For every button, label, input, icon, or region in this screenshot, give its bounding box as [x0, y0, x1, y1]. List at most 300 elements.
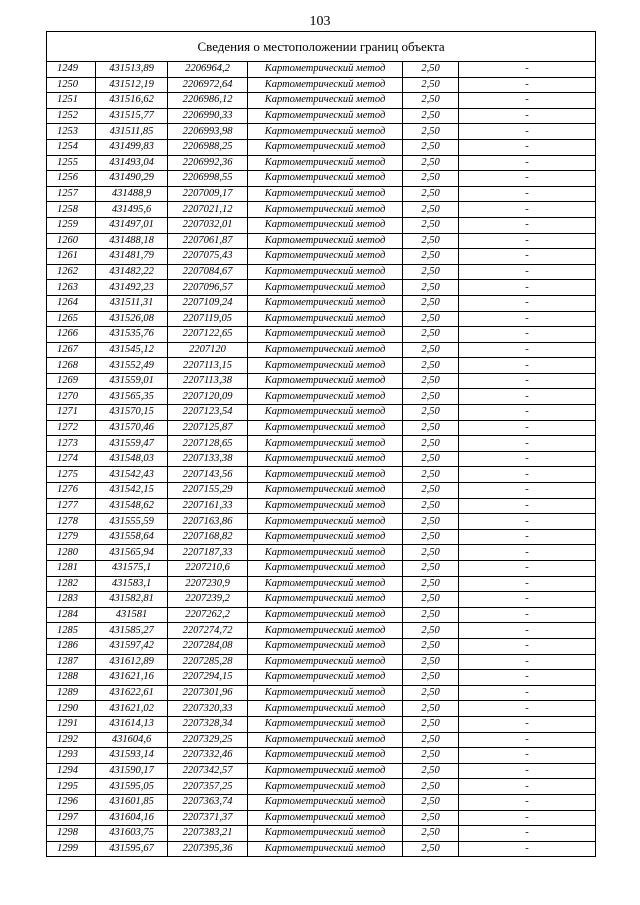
- table-title-row: [47, 32, 596, 62]
- table-row: [47, 108, 596, 124]
- point-number-cell: 1270: [47, 389, 96, 405]
- x-coordinate-cell: 431481,79: [96, 249, 168, 265]
- method-cell: Картометрический метод: [248, 732, 403, 748]
- page-number: 103: [309, 14, 331, 29]
- table-row: [47, 654, 596, 670]
- point-number-cell: 1293: [47, 748, 96, 764]
- table-row: [47, 467, 596, 483]
- accuracy-cell: 2,50: [403, 467, 459, 483]
- method-cell: Картометрический метод: [248, 498, 403, 514]
- description-cell: -: [459, 280, 596, 296]
- accuracy-cell: 2,50: [403, 62, 459, 78]
- table-row: [47, 295, 596, 311]
- point-number-cell: 1253: [47, 124, 96, 140]
- x-coordinate-cell: 431515,77: [96, 108, 168, 124]
- description-cell: -: [459, 529, 596, 545]
- accuracy-cell: 2,50: [403, 685, 459, 701]
- x-coordinate-cell: 431593,14: [96, 748, 168, 764]
- y-coordinate-cell: 2207061,87: [168, 233, 248, 249]
- method-cell: Картометрический метод: [248, 638, 403, 654]
- point-number-cell: 1295: [47, 779, 96, 795]
- method-cell: Картометрический метод: [248, 701, 403, 717]
- table-body: [47, 62, 596, 857]
- accuracy-cell: 2,50: [403, 794, 459, 810]
- accuracy-cell: 2,50: [403, 732, 459, 748]
- method-cell: Картометрический метод: [248, 217, 403, 233]
- description-cell: -: [459, 295, 596, 311]
- y-coordinate-cell: 2207119,05: [168, 311, 248, 327]
- accuracy-cell: 2,50: [403, 592, 459, 608]
- method-cell: Картометрический метод: [248, 685, 403, 701]
- x-coordinate-cell: 431601,85: [96, 794, 168, 810]
- y-coordinate-cell: 2207113,38: [168, 373, 248, 389]
- table-row: [47, 529, 596, 545]
- accuracy-cell: 2,50: [403, 607, 459, 623]
- table-row: [47, 545, 596, 561]
- x-coordinate-cell: 431595,05: [96, 779, 168, 795]
- y-coordinate-cell: 2207274,72: [168, 623, 248, 639]
- x-coordinate-cell: 431488,9: [96, 186, 168, 202]
- x-coordinate-cell: 431545,12: [96, 342, 168, 358]
- table-row: [47, 139, 596, 155]
- method-cell: Картометрический метод: [248, 405, 403, 421]
- y-coordinate-cell: 2206972,64: [168, 77, 248, 93]
- description-cell: -: [459, 467, 596, 483]
- description-cell: -: [459, 545, 596, 561]
- description-cell: -: [459, 763, 596, 779]
- point-number-cell: 1263: [47, 280, 96, 296]
- accuracy-cell: 2,50: [403, 77, 459, 93]
- y-coordinate-cell: 2206998,55: [168, 171, 248, 187]
- point-number-cell: 1281: [47, 561, 96, 577]
- accuracy-cell: 2,50: [403, 576, 459, 592]
- x-coordinate-cell: 431552,49: [96, 358, 168, 374]
- table-row: [47, 732, 596, 748]
- accuracy-cell: 2,50: [403, 311, 459, 327]
- point-number-cell: 1250: [47, 77, 96, 93]
- table-row: [47, 327, 596, 343]
- table-title: Сведения о местоположении границ объекта: [47, 32, 596, 62]
- point-number-cell: 1291: [47, 716, 96, 732]
- accuracy-cell: 2,50: [403, 389, 459, 405]
- accuracy-cell: 2,50: [403, 405, 459, 421]
- method-cell: Картометрический метод: [248, 62, 403, 78]
- table-row: [47, 311, 596, 327]
- method-cell: Картометрический метод: [248, 716, 403, 732]
- point-number-cell: 1283: [47, 592, 96, 608]
- table-row: [47, 420, 596, 436]
- description-cell: -: [459, 311, 596, 327]
- table-row: [47, 217, 596, 233]
- x-coordinate-cell: 431583,1: [96, 576, 168, 592]
- x-coordinate-cell: 431604,6: [96, 732, 168, 748]
- table-row: [47, 124, 596, 140]
- point-number-cell: 1255: [47, 155, 96, 171]
- description-cell: -: [459, 327, 596, 343]
- accuracy-cell: 2,50: [403, 841, 459, 857]
- table-row: [47, 436, 596, 452]
- table-row: [47, 841, 596, 857]
- accuracy-cell: 2,50: [403, 139, 459, 155]
- x-coordinate-cell: 431590,17: [96, 763, 168, 779]
- point-number-cell: 1264: [47, 295, 96, 311]
- description-cell: -: [459, 108, 596, 124]
- x-coordinate-cell: 431548,62: [96, 498, 168, 514]
- description-cell: -: [459, 592, 596, 608]
- accuracy-cell: 2,50: [403, 295, 459, 311]
- x-coordinate-cell: 431516,62: [96, 93, 168, 109]
- x-coordinate-cell: 431581: [96, 607, 168, 623]
- method-cell: Картометрический метод: [248, 77, 403, 93]
- accuracy-cell: 2,50: [403, 514, 459, 530]
- accuracy-cell: 2,50: [403, 810, 459, 826]
- y-coordinate-cell: 2207120: [168, 342, 248, 358]
- accuracy-cell: 2,50: [403, 483, 459, 499]
- point-number-cell: 1274: [47, 451, 96, 467]
- accuracy-cell: 2,50: [403, 217, 459, 233]
- table-row: [47, 389, 596, 405]
- x-coordinate-cell: 431585,27: [96, 623, 168, 639]
- description-cell: -: [459, 748, 596, 764]
- accuracy-cell: 2,50: [403, 779, 459, 795]
- method-cell: Картометрический метод: [248, 171, 403, 187]
- point-number-cell: 1289: [47, 685, 96, 701]
- point-number-cell: 1249: [47, 62, 96, 78]
- description-cell: -: [459, 794, 596, 810]
- accuracy-cell: 2,50: [403, 436, 459, 452]
- x-coordinate-cell: 431614,13: [96, 716, 168, 732]
- accuracy-cell: 2,50: [403, 264, 459, 280]
- x-coordinate-cell: 431490,29: [96, 171, 168, 187]
- method-cell: Картометрический метод: [248, 436, 403, 452]
- accuracy-cell: 2,50: [403, 124, 459, 140]
- point-number-cell: 1275: [47, 467, 96, 483]
- y-coordinate-cell: 2207284,08: [168, 638, 248, 654]
- y-coordinate-cell: 2207123,54: [168, 405, 248, 421]
- x-coordinate-cell: 431488,18: [96, 233, 168, 249]
- table-row: [47, 77, 596, 93]
- y-coordinate-cell: 2207328,34: [168, 716, 248, 732]
- description-cell: -: [459, 420, 596, 436]
- point-number-cell: 1262: [47, 264, 96, 280]
- method-cell: Картометрический метод: [248, 561, 403, 577]
- y-coordinate-cell: 2206988,25: [168, 139, 248, 155]
- table-row: [47, 93, 596, 109]
- accuracy-cell: 2,50: [403, 498, 459, 514]
- accuracy-cell: 2,50: [403, 748, 459, 764]
- point-number-cell: 1252: [47, 108, 96, 124]
- table-row: [47, 607, 596, 623]
- x-coordinate-cell: 431492,23: [96, 280, 168, 296]
- point-number-cell: 1261: [47, 249, 96, 265]
- x-coordinate-cell: 431512,19: [96, 77, 168, 93]
- method-cell: Картометрический метод: [248, 280, 403, 296]
- point-number-cell: 1294: [47, 763, 96, 779]
- y-coordinate-cell: 2207395,36: [168, 841, 248, 857]
- table-row: [47, 171, 596, 187]
- y-coordinate-cell: 2206964,2: [168, 62, 248, 78]
- description-cell: -: [459, 561, 596, 577]
- accuracy-cell: 2,50: [403, 670, 459, 686]
- point-number-cell: 1257: [47, 186, 96, 202]
- table-row: [47, 763, 596, 779]
- point-number-cell: 1290: [47, 701, 96, 717]
- table-row: [47, 561, 596, 577]
- table-row: [47, 358, 596, 374]
- y-coordinate-cell: 2207084,67: [168, 264, 248, 280]
- table-row: [47, 623, 596, 639]
- y-coordinate-cell: 2207383,21: [168, 826, 248, 842]
- method-cell: Картометрический метод: [248, 483, 403, 499]
- description-cell: -: [459, 451, 596, 467]
- description-cell: -: [459, 389, 596, 405]
- method-cell: Картометрический метод: [248, 233, 403, 249]
- description-cell: -: [459, 342, 596, 358]
- accuracy-cell: 2,50: [403, 108, 459, 124]
- point-number-cell: 1273: [47, 436, 96, 452]
- method-cell: Картометрический метод: [248, 420, 403, 436]
- accuracy-cell: 2,50: [403, 327, 459, 343]
- method-cell: Картометрический метод: [248, 607, 403, 623]
- y-coordinate-cell: 2207113,15: [168, 358, 248, 374]
- x-coordinate-cell: 431604,16: [96, 810, 168, 826]
- x-coordinate-cell: 431582,81: [96, 592, 168, 608]
- method-cell: Картометрический метод: [248, 592, 403, 608]
- accuracy-cell: 2,50: [403, 561, 459, 577]
- point-number-cell: 1272: [47, 420, 96, 436]
- y-coordinate-cell: 2207357,25: [168, 779, 248, 795]
- method-cell: Картометрический метод: [248, 186, 403, 202]
- point-number-cell: 1280: [47, 545, 96, 561]
- method-cell: Картометрический метод: [248, 529, 403, 545]
- point-number-cell: 1260: [47, 233, 96, 249]
- y-coordinate-cell: 2207163,86: [168, 514, 248, 530]
- y-coordinate-cell: 2207187,33: [168, 545, 248, 561]
- x-coordinate-cell: 431622,61: [96, 685, 168, 701]
- accuracy-cell: 2,50: [403, 826, 459, 842]
- method-cell: Картометрический метод: [248, 264, 403, 280]
- x-coordinate-cell: 431511,31: [96, 295, 168, 311]
- point-number-cell: 1259: [47, 217, 96, 233]
- table-row: [47, 342, 596, 358]
- y-coordinate-cell: 2206986,12: [168, 93, 248, 109]
- x-coordinate-cell: 431558,64: [96, 529, 168, 545]
- description-cell: -: [459, 373, 596, 389]
- description-cell: -: [459, 514, 596, 530]
- description-cell: -: [459, 62, 596, 78]
- accuracy-cell: 2,50: [403, 654, 459, 670]
- description-cell: -: [459, 732, 596, 748]
- method-cell: Картометрический метод: [248, 202, 403, 218]
- table-row: [47, 576, 596, 592]
- point-number-cell: 1279: [47, 529, 96, 545]
- x-coordinate-cell: 431495,6: [96, 202, 168, 218]
- x-coordinate-cell: 431493,04: [96, 155, 168, 171]
- accuracy-cell: 2,50: [403, 545, 459, 561]
- y-coordinate-cell: 2207301,96: [168, 685, 248, 701]
- description-cell: -: [459, 498, 596, 514]
- point-number-cell: 1267: [47, 342, 96, 358]
- x-coordinate-cell: 431548,03: [96, 451, 168, 467]
- description-cell: -: [459, 638, 596, 654]
- method-cell: Картометрический метод: [248, 108, 403, 124]
- description-cell: -: [459, 171, 596, 187]
- description-cell: -: [459, 217, 596, 233]
- description-cell: -: [459, 436, 596, 452]
- accuracy-cell: 2,50: [403, 280, 459, 296]
- description-cell: -: [459, 607, 596, 623]
- description-cell: -: [459, 93, 596, 109]
- description-cell: -: [459, 124, 596, 140]
- method-cell: Картометрический метод: [248, 654, 403, 670]
- method-cell: Картометрический метод: [248, 342, 403, 358]
- accuracy-cell: 2,50: [403, 186, 459, 202]
- y-coordinate-cell: 2207096,57: [168, 280, 248, 296]
- point-number-cell: 1297: [47, 810, 96, 826]
- x-coordinate-cell: 431535,76: [96, 327, 168, 343]
- method-cell: Картометрический метод: [248, 623, 403, 639]
- x-coordinate-cell: 431575,1: [96, 561, 168, 577]
- y-coordinate-cell: 2207133,38: [168, 451, 248, 467]
- table-row: [47, 186, 596, 202]
- accuracy-cell: 2,50: [403, 451, 459, 467]
- table-row: [47, 592, 596, 608]
- accuracy-cell: 2,50: [403, 249, 459, 265]
- point-number-cell: 1251: [47, 93, 96, 109]
- x-coordinate-cell: 431565,94: [96, 545, 168, 561]
- accuracy-cell: 2,50: [403, 202, 459, 218]
- y-coordinate-cell: 2207125,87: [168, 420, 248, 436]
- method-cell: Картометрический метод: [248, 810, 403, 826]
- x-coordinate-cell: 431559,01: [96, 373, 168, 389]
- x-coordinate-cell: 431559,47: [96, 436, 168, 452]
- table-row: [47, 779, 596, 795]
- y-coordinate-cell: 2207120,09: [168, 389, 248, 405]
- accuracy-cell: 2,50: [403, 638, 459, 654]
- point-number-cell: 1276: [47, 483, 96, 499]
- point-number-cell: 1254: [47, 139, 96, 155]
- table-row: [47, 233, 596, 249]
- x-coordinate-cell: 431482,22: [96, 264, 168, 280]
- description-cell: -: [459, 654, 596, 670]
- x-coordinate-cell: 431570,15: [96, 405, 168, 421]
- description-cell: -: [459, 155, 596, 171]
- method-cell: Картометрический метод: [248, 155, 403, 171]
- x-coordinate-cell: 431513,89: [96, 62, 168, 78]
- table-row: [47, 483, 596, 499]
- y-coordinate-cell: 2207210,6: [168, 561, 248, 577]
- method-cell: Картометрический метод: [248, 763, 403, 779]
- accuracy-cell: 2,50: [403, 233, 459, 249]
- description-cell: -: [459, 701, 596, 717]
- table-row: [47, 155, 596, 171]
- point-number-cell: 1284: [47, 607, 96, 623]
- method-cell: Картометрический метод: [248, 545, 403, 561]
- table-row: [47, 280, 596, 296]
- y-coordinate-cell: 2207109,24: [168, 295, 248, 311]
- table-row: [47, 716, 596, 732]
- description-cell: -: [459, 233, 596, 249]
- x-coordinate-cell: 431570,46: [96, 420, 168, 436]
- y-coordinate-cell: 2207294,15: [168, 670, 248, 686]
- y-coordinate-cell: 2207371,37: [168, 810, 248, 826]
- y-coordinate-cell: 2207239,2: [168, 592, 248, 608]
- x-coordinate-cell: 431542,43: [96, 467, 168, 483]
- table-row: [47, 638, 596, 654]
- point-number-cell: 1288: [47, 670, 96, 686]
- description-cell: -: [459, 358, 596, 374]
- point-number-cell: 1292: [47, 732, 96, 748]
- y-coordinate-cell: 2207262,2: [168, 607, 248, 623]
- table-row: [47, 670, 596, 686]
- description-cell: -: [459, 139, 596, 155]
- y-coordinate-cell: 2207329,25: [168, 732, 248, 748]
- method-cell: Картометрический метод: [248, 670, 403, 686]
- method-cell: Картометрический метод: [248, 748, 403, 764]
- method-cell: Картометрический метод: [248, 451, 403, 467]
- x-coordinate-cell: 431565,35: [96, 389, 168, 405]
- accuracy-cell: 2,50: [403, 701, 459, 717]
- method-cell: Картометрический метод: [248, 826, 403, 842]
- method-cell: Картометрический метод: [248, 467, 403, 483]
- point-number-cell: 1266: [47, 327, 96, 343]
- y-coordinate-cell: 2207009,17: [168, 186, 248, 202]
- y-coordinate-cell: 2207155,29: [168, 483, 248, 499]
- table-row: [47, 826, 596, 842]
- accuracy-cell: 2,50: [403, 155, 459, 171]
- point-number-cell: 1287: [47, 654, 96, 670]
- point-number-cell: 1265: [47, 311, 96, 327]
- table-row: [47, 62, 596, 78]
- point-number-cell: 1258: [47, 202, 96, 218]
- x-coordinate-cell: 431555,59: [96, 514, 168, 530]
- accuracy-cell: 2,50: [403, 623, 459, 639]
- method-cell: Картометрический метод: [248, 295, 403, 311]
- table-row: [47, 810, 596, 826]
- method-cell: Картометрический метод: [248, 358, 403, 374]
- description-cell: -: [459, 77, 596, 93]
- point-number-cell: 1256: [47, 171, 96, 187]
- y-coordinate-cell: 2207342,57: [168, 763, 248, 779]
- method-cell: Картометрический метод: [248, 373, 403, 389]
- description-cell: -: [459, 685, 596, 701]
- method-cell: Картометрический метод: [248, 139, 403, 155]
- x-coordinate-cell: 431621,16: [96, 670, 168, 686]
- table-row: [47, 498, 596, 514]
- y-coordinate-cell: 2207285,28: [168, 654, 248, 670]
- description-cell: -: [459, 186, 596, 202]
- accuracy-cell: 2,50: [403, 420, 459, 436]
- accuracy-cell: 2,50: [403, 171, 459, 187]
- method-cell: Картометрический метод: [248, 794, 403, 810]
- y-coordinate-cell: 2207230,9: [168, 576, 248, 592]
- y-coordinate-cell: 2207075,43: [168, 249, 248, 265]
- table-row: [47, 249, 596, 265]
- y-coordinate-cell: 2207320,33: [168, 701, 248, 717]
- description-cell: -: [459, 826, 596, 842]
- y-coordinate-cell: 2207161,33: [168, 498, 248, 514]
- method-cell: Картометрический метод: [248, 311, 403, 327]
- description-cell: -: [459, 810, 596, 826]
- y-coordinate-cell: 2206992,36: [168, 155, 248, 171]
- x-coordinate-cell: 431595,67: [96, 841, 168, 857]
- method-cell: Картометрический метод: [248, 389, 403, 405]
- accuracy-cell: 2,50: [403, 93, 459, 109]
- description-cell: -: [459, 483, 596, 499]
- point-number-cell: 1285: [47, 623, 96, 639]
- point-number-cell: 1286: [47, 638, 96, 654]
- point-number-cell: 1299: [47, 841, 96, 857]
